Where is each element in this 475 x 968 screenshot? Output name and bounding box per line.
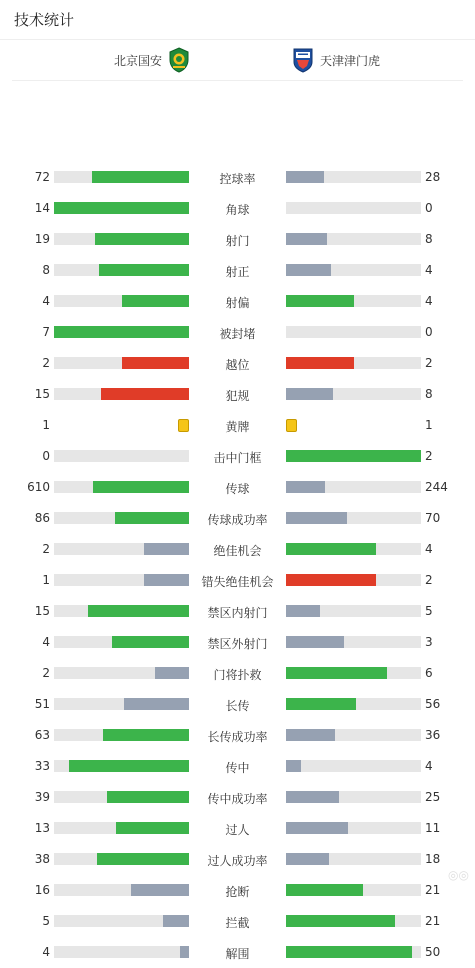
away-bar-fill [286, 667, 387, 679]
away-value: 0 [425, 325, 433, 339]
home-bar [54, 202, 189, 214]
home-bar-fill [101, 388, 189, 400]
away-bar [286, 884, 421, 896]
stat-row [0, 875, 475, 906]
stat-row [0, 751, 475, 782]
away-bar-fill [286, 853, 329, 865]
away-value: 2 [425, 356, 433, 370]
away-bar-fill [286, 233, 327, 245]
home-bar-fill [93, 481, 189, 493]
home-bar [54, 760, 189, 772]
home-bar-fill [124, 698, 189, 710]
home-bar-fill [122, 295, 190, 307]
home-value: 4 [42, 635, 50, 649]
away-bar-fill [286, 388, 333, 400]
away-bar-fill [286, 264, 331, 276]
away-bar-fill [286, 760, 301, 772]
away-bar [286, 636, 421, 648]
away-bar [286, 946, 421, 958]
stat-row [0, 348, 475, 379]
stat-label: 击中门框 [213, 451, 262, 465]
stat-row [0, 286, 475, 317]
stat-label: 传球 [225, 482, 250, 496]
yellow-card-icon [178, 419, 189, 432]
stat-row [0, 472, 475, 503]
away-bar-fill [286, 636, 344, 648]
away-bar [286, 171, 421, 183]
away-bar [286, 791, 421, 803]
away-value: 5 [425, 604, 433, 618]
home-bar-fill [122, 357, 190, 369]
stat-label: 控球率 [219, 172, 256, 186]
away-bar [286, 481, 421, 493]
home-bar-fill [107, 791, 189, 803]
away-value: 50 [425, 945, 441, 959]
stat-label: 传中 [225, 761, 250, 775]
home-bar-fill [95, 233, 190, 245]
away-value: 4 [425, 263, 433, 277]
home-value: 4 [42, 945, 50, 959]
stat-label: 禁区内射门 [207, 606, 268, 620]
home-value: 63 [34, 728, 50, 742]
tianjin-jinmen-tiger-crest-icon [292, 47, 314, 73]
away-value: 2 [425, 573, 433, 587]
away-bar [286, 760, 421, 772]
home-value: 0 [42, 449, 50, 463]
away-bar [286, 698, 421, 710]
away-value: 21 [425, 883, 441, 897]
stat-row [0, 441, 475, 472]
home-value: 8 [42, 263, 50, 277]
away-bar-fill [286, 915, 395, 927]
away-bar [286, 233, 421, 245]
stat-label: 过人 [225, 823, 250, 837]
home-bar-fill [116, 822, 189, 834]
home-bar [54, 853, 189, 865]
home-bar [54, 171, 189, 183]
stat-label: 射偏 [225, 296, 250, 310]
away-bar [286, 574, 421, 586]
stat-label: 越位 [225, 358, 250, 372]
home-team-name: 北京国安 [113, 53, 162, 68]
stat-label: 被封堵 [219, 327, 256, 341]
home-bar [54, 357, 189, 369]
home-bar [54, 264, 189, 276]
stat-label: 过人成功率 [207, 854, 268, 868]
page-title: 技术统计 [14, 11, 75, 29]
home-value: 38 [34, 852, 50, 866]
stat-row [0, 162, 475, 193]
home-bar [54, 450, 189, 462]
home-value: 39 [34, 790, 50, 804]
home-bar-fill [99, 264, 189, 276]
home-bar [54, 946, 189, 958]
away-bar-fill [286, 543, 376, 555]
stat-label: 角球 [225, 203, 250, 217]
home-team[interactable] [114, 40, 190, 80]
away-value: 21 [425, 914, 441, 928]
stat-row [0, 627, 475, 658]
away-bar-fill [286, 791, 339, 803]
away-bar [286, 543, 421, 555]
home-bar-fill [92, 171, 189, 183]
away-bar-fill [286, 729, 335, 741]
stat-row [0, 224, 475, 255]
home-bar [54, 574, 189, 586]
stat-label: 门将扑救 [213, 668, 262, 682]
stat-row [0, 317, 475, 348]
away-bar [286, 729, 421, 741]
stat-row [0, 565, 475, 596]
stat-label: 绝佳机会 [213, 544, 262, 558]
away-value: 11 [425, 821, 441, 835]
home-bar [54, 512, 189, 524]
stat-label: 长传成功率 [207, 730, 268, 744]
home-value: 4 [42, 294, 50, 308]
away-bar-fill [286, 946, 412, 958]
away-bar [286, 264, 421, 276]
home-bar-fill [69, 760, 189, 772]
home-value: 16 [34, 883, 50, 897]
stat-row [0, 193, 475, 224]
home-bar-fill [97, 853, 189, 865]
home-bar-fill [163, 915, 189, 927]
stat-row [0, 844, 475, 875]
home-bar [54, 388, 189, 400]
stat-label: 拦截 [225, 916, 250, 930]
stat-label: 传球成功率 [207, 513, 268, 527]
away-bar [286, 450, 421, 462]
yellow-card-icon [286, 419, 297, 432]
away-value: 8 [425, 387, 433, 401]
stat-row [0, 813, 475, 844]
stat-label: 黄牌 [225, 420, 250, 434]
away-value: 4 [425, 759, 433, 773]
home-value: 7 [42, 325, 50, 339]
away-value: 2 [425, 449, 433, 463]
away-bar-fill [286, 698, 356, 710]
away-bar [286, 295, 421, 307]
home-bar [54, 667, 189, 679]
stat-label: 解围 [225, 947, 250, 961]
beijing-guoan-crest-icon [168, 47, 190, 73]
stat-label: 禁区外射门 [207, 637, 268, 651]
away-value: 244 [425, 480, 448, 494]
home-bar [54, 326, 189, 338]
stat-row [0, 255, 475, 286]
away-bar [286, 357, 421, 369]
away-bar [286, 667, 421, 679]
home-bar-fill [103, 729, 189, 741]
away-value: 28 [425, 170, 441, 184]
home-bar [54, 915, 189, 927]
stat-label: 抢断 [225, 885, 250, 899]
home-value: 2 [42, 542, 50, 556]
teams-row [12, 40, 463, 81]
stat-row [0, 379, 475, 410]
home-value: 33 [34, 759, 50, 773]
home-value: 15 [34, 604, 50, 618]
away-value: 3 [425, 635, 433, 649]
home-value: 2 [42, 356, 50, 370]
home-bar [54, 791, 189, 803]
away-bar-fill [286, 512, 347, 524]
home-bar-fill [112, 636, 189, 648]
away-value: 6 [425, 666, 433, 680]
away-team[interactable] [292, 40, 380, 80]
home-bar [54, 698, 189, 710]
stat-label: 犯规 [225, 389, 250, 403]
stat-label: 射门 [225, 234, 250, 248]
stat-row [0, 596, 475, 627]
home-bar-fill [54, 202, 189, 214]
away-bar [286, 202, 421, 214]
away-bar [286, 605, 421, 617]
home-value: 15 [34, 387, 50, 401]
stat-row [0, 689, 475, 720]
home-bar [54, 233, 189, 245]
stat-label: 长传 [225, 699, 250, 713]
home-bar-fill [144, 574, 189, 586]
away-bar-fill [286, 481, 325, 493]
home-value: 19 [34, 232, 50, 246]
away-bar [286, 388, 421, 400]
home-value: 1 [42, 418, 50, 432]
stat-row [0, 937, 475, 968]
away-bar-fill [286, 450, 421, 462]
home-value: 2 [42, 666, 50, 680]
home-value: 72 [34, 170, 50, 184]
stat-row [0, 906, 475, 937]
home-bar [54, 295, 189, 307]
home-value: 14 [34, 201, 50, 215]
away-bar [286, 915, 421, 927]
home-bar-fill [115, 512, 189, 524]
home-bar [54, 822, 189, 834]
stat-row [0, 534, 475, 565]
home-value: 610 [27, 480, 50, 494]
home-bar [54, 605, 189, 617]
away-bar-fill [286, 884, 363, 896]
away-value: 36 [425, 728, 441, 742]
away-value: 18 [425, 852, 441, 866]
away-bar-fill [286, 171, 324, 183]
stat-label: 错失绝佳机会 [201, 575, 274, 589]
home-bar-fill [54, 326, 189, 338]
home-bar [54, 729, 189, 741]
away-value: 56 [425, 697, 441, 711]
away-bar-fill [286, 605, 320, 617]
away-bar [286, 853, 421, 865]
home-bar-fill [180, 946, 189, 958]
away-bar-fill [286, 295, 354, 307]
home-bar [54, 884, 189, 896]
away-value: 0 [425, 201, 433, 215]
watermark-icon: ◎◎ [448, 868, 469, 882]
home-bar [54, 481, 189, 493]
away-bar-fill [286, 574, 376, 586]
away-bar [286, 822, 421, 834]
away-bar-fill [286, 357, 354, 369]
home-bar-fill [88, 605, 189, 617]
home-value: 86 [34, 511, 50, 525]
home-bar-fill [144, 543, 189, 555]
stat-row [0, 658, 475, 689]
away-bar-fill [286, 822, 348, 834]
home-value: 13 [34, 821, 50, 835]
stat-row [0, 782, 475, 813]
away-value: 8 [425, 232, 433, 246]
stat-row [0, 410, 475, 441]
home-value: 51 [34, 697, 50, 711]
home-bar [54, 543, 189, 555]
away-bar [286, 326, 421, 338]
stat-row [0, 720, 475, 751]
stat-label: 射正 [225, 265, 250, 279]
stat-label: 传中成功率 [207, 792, 268, 806]
home-value: 5 [42, 914, 50, 928]
away-value: 25 [425, 790, 441, 804]
away-value: 70 [425, 511, 441, 525]
away-bar [286, 512, 421, 524]
away-value: 4 [425, 294, 433, 308]
home-bar [54, 636, 189, 648]
home-value: 1 [42, 573, 50, 587]
away-value: 1 [425, 418, 433, 432]
stat-row [0, 503, 475, 534]
home-bar-fill [155, 667, 189, 679]
away-value: 4 [425, 542, 433, 556]
home-bar-fill [131, 884, 189, 896]
away-team-name: 天津津门虎 [320, 53, 381, 68]
stats-header [0, 0, 475, 40]
